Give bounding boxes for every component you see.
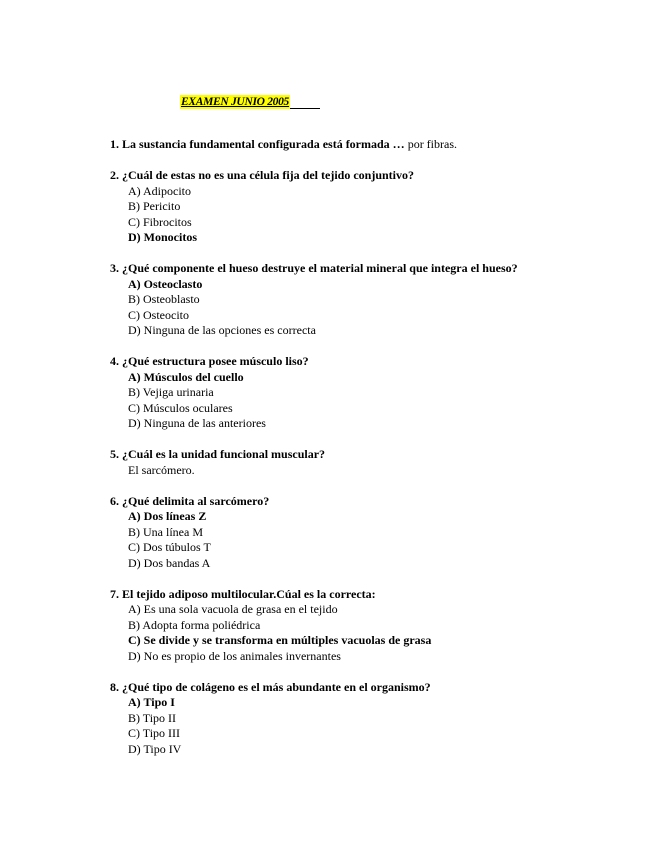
question-5	[110, 447, 630, 478]
question-number: 8.	[110, 679, 119, 694]
answer-option: A) Adipocito	[128, 183, 191, 198]
inline-answer: por fibras.	[404, 137, 458, 151]
question-text	[110, 168, 630, 184]
question-number: 6.	[110, 493, 119, 508]
answer-option-correct: A) Osteoclasto	[128, 276, 203, 291]
question-prompt: ¿Qué estructura posee músculo liso?	[122, 354, 309, 368]
question-number: 4.	[110, 354, 119, 368]
question-number: 3.	[110, 261, 119, 275]
answer-option: B) Vejiga urinaria	[128, 385, 214, 399]
answer-option-correct: A) Dos líneas Z	[128, 509, 207, 523]
question-number: 7.	[110, 586, 119, 601]
answer-option: C) Dos túbulos T	[128, 540, 211, 554]
question-text	[110, 137, 630, 153]
question-number: 1.	[110, 137, 119, 151]
answer-option-correct: D) Monocitos	[128, 230, 197, 244]
answer-option: El sarcómero.	[128, 462, 195, 477]
answer-option: C) Músculos oculares	[128, 400, 233, 415]
answer-option: C) Osteocito	[128, 307, 189, 322]
question-1	[110, 137, 630, 153]
question-prompt: ¿Qué tipo de colágeno es el más abundante en el organismo?	[122, 679, 431, 694]
answer-option: C) Tipo III	[128, 726, 181, 740]
answer-option: B) Osteoblasto	[128, 292, 200, 306]
title-underline	[180, 92, 320, 109]
question-prompt: ¿Qué delimita al sarcómero?	[122, 493, 270, 508]
answer-option: C) Fibrocitos	[128, 214, 192, 229]
question-prompt: ¿Cuál de estas no es una célula fija del tejido conjuntivo?	[122, 168, 415, 182]
question-number: 2.	[110, 168, 119, 182]
answer-option: D) Dos bandas A	[128, 555, 211, 570]
answer-option: D) Ninguna de las anteriores	[128, 416, 266, 430]
question-prompt: El tejido adiposo multilocular.Cúal es la correcta:	[122, 586, 376, 601]
question-6	[110, 494, 630, 572]
answer-option: D) Ninguna de las opciones es correcta	[128, 323, 316, 337]
question-7	[110, 587, 630, 665]
question-list	[110, 137, 630, 773]
question-text	[110, 680, 630, 696]
question-text	[110, 354, 630, 370]
answer-option: A) Es una sola vacuola de grasa en el tejido	[128, 602, 338, 616]
answer-option-correct: A) Tipo I	[128, 695, 175, 709]
question-2	[110, 168, 630, 246]
question-text	[110, 587, 630, 603]
question-3	[110, 261, 630, 339]
question-prompt: La sustancia fundamental configurada está formada …	[122, 137, 405, 151]
answer-option-correct: C) Se divide y se transforma en múltiples vacuolas de grasa	[128, 633, 432, 647]
answer-option: B) Una línea M	[128, 524, 203, 539]
question-4	[110, 354, 630, 432]
question-number: 5.	[110, 447, 119, 461]
page-title: EXAMEN JUNIO 2005	[181, 96, 290, 108]
answer-option: D) No es propio de los animales invernantes	[128, 648, 341, 663]
question-prompt: ¿Qué componente el hueso destruye el material mineral que integra el hueso?	[122, 261, 518, 275]
question-prompt: ¿Cuál es la unidad funcional muscular?	[122, 447, 326, 461]
question-text	[110, 447, 630, 463]
answer-option-correct: A) Músculos del cuello	[128, 369, 244, 384]
question-text	[110, 494, 630, 510]
answer-option: B) Pericito	[128, 199, 181, 213]
answer-option: B) Tipo II	[128, 710, 177, 725]
answer-option: D) Tipo IV	[128, 741, 182, 756]
question-text	[110, 261, 630, 277]
answer-option: B) Adopta forma poliédrica	[128, 617, 261, 632]
question-8	[110, 680, 630, 758]
